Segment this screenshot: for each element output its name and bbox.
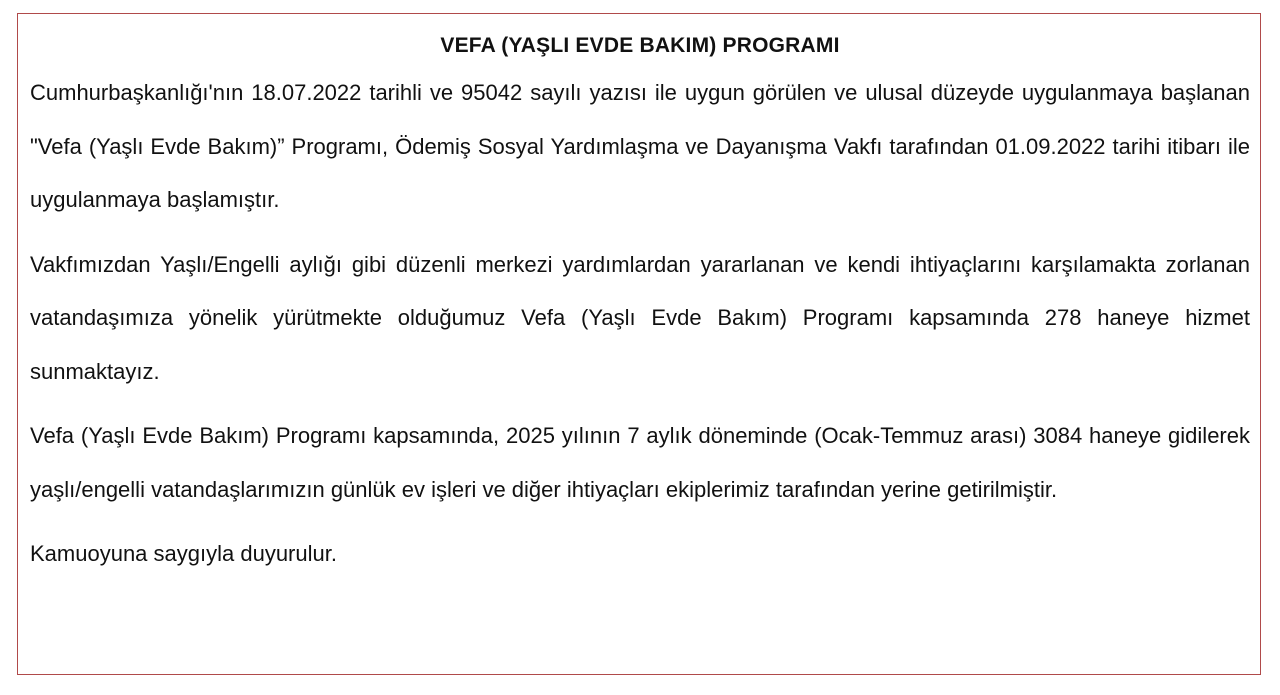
document-title: VEFA (YAŞLI EVDE BAKIM) PROGRAMI	[440, 34, 840, 57]
paragraph-service-scope: Vakfımızdan Yaşlı/Engelli aylığı gibi düzenli merkezi yardımlardan yararlanan ve kendi ihtiyaçlarını karşılamakta zorlanan vatandaşımıza yönelik yürütmekte olduğumuz Vefa (Yaşlı Evde Bakım) Programı kapsamında 278 haneye hizmet sunmaktayız.	[30, 251, 1250, 384]
paragraph-intro: Cumhurbaşkanlığı'nın 18.07.2022 tarihli ve 95042 sayılı yazısı ile uygun görülen ve ulusal düzeyde uygulanmaya başlanan "Vefa (Yaşlı Evde Bakım)” Programı, Ödemiş Sosyal Yardımlaşma ve Dayanışma Vakfı tarafından 01.09.2022 tarihi itibarı ile uygulanmaya başlamıştır.	[30, 80, 1250, 212]
paragraph-closing: Kamuoyuna saygıyla duyurulur.	[30, 541, 337, 566]
paragraph-statistics: Vefa (Yaşlı Evde Bakım) Programı kapsamında, 2025 yılının 7 aylık döneminde (Ocak-Temmuz arası) 3084 haneye gidilerek yaşlı/engelli vatandaşlarımızın günlük ev işleri ve diğer ihtiyaçları ekiplerimiz tarafından yerine getirilmiştir.	[30, 423, 1250, 502]
announcement-content	[30, 30, 1250, 592]
